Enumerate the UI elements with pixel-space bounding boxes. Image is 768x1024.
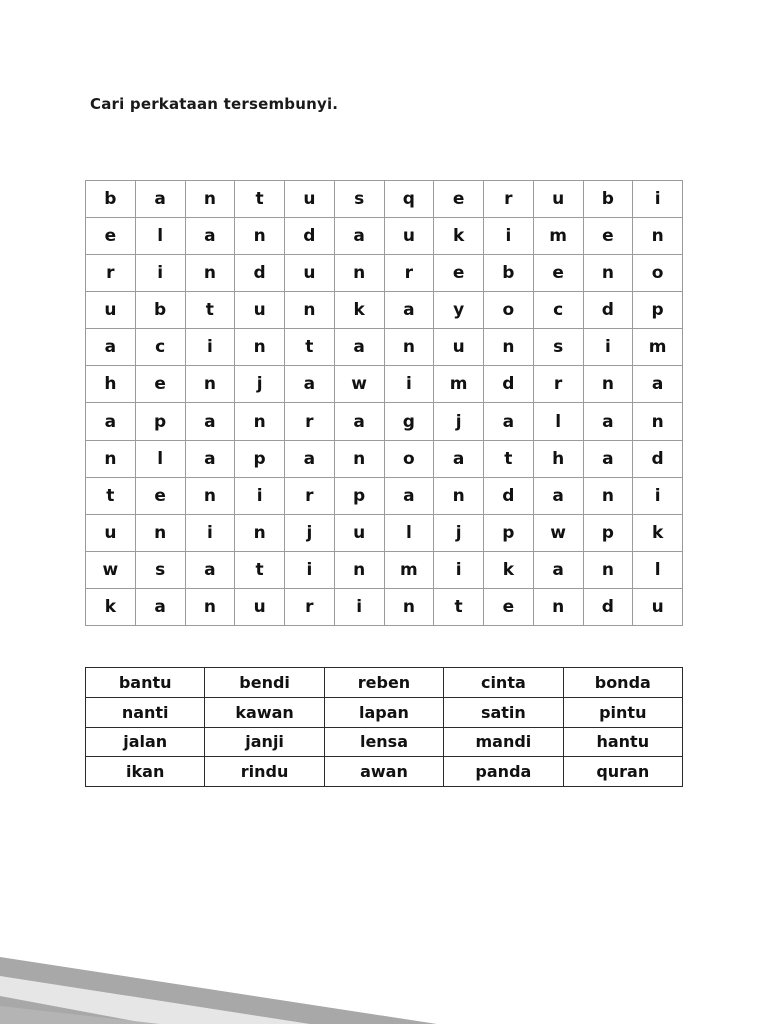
grid-cell: o <box>384 440 434 477</box>
grid-cell: s <box>334 181 384 218</box>
grid-cell: u <box>633 588 683 625</box>
grid-cell: n <box>235 403 285 440</box>
word-list-table <box>85 667 683 787</box>
grid-cell: s <box>533 329 583 366</box>
grid-cell-row <box>86 403 683 440</box>
grid-cell: u <box>285 181 335 218</box>
grid-cell: p <box>583 514 633 551</box>
grid-cell: u <box>86 514 136 551</box>
word-cell: nanti <box>86 697 205 727</box>
word-list-body <box>86 668 683 787</box>
grid-cell: n <box>583 366 633 403</box>
grid-cell: e <box>86 218 136 255</box>
grid-cell: d <box>484 477 534 514</box>
grid-cell: c <box>135 329 185 366</box>
grid-cell: n <box>334 255 384 292</box>
grid-cell: m <box>434 366 484 403</box>
grid-cell: n <box>583 477 633 514</box>
grid-cell: a <box>285 366 335 403</box>
grid-cell: p <box>484 514 534 551</box>
grid-cell: d <box>583 292 633 329</box>
grid-cell: a <box>135 588 185 625</box>
grid-cell: i <box>484 218 534 255</box>
grid-cell: i <box>185 514 235 551</box>
grid-cell: n <box>583 551 633 588</box>
grid-cell: w <box>334 366 384 403</box>
grid-cell: u <box>235 588 285 625</box>
grid-cell-row <box>86 218 683 255</box>
grid-cell: j <box>285 514 335 551</box>
grid-cell: u <box>334 514 384 551</box>
grid-cell: o <box>484 292 534 329</box>
grid-cell: u <box>235 292 285 329</box>
word-cell: satin <box>444 697 563 727</box>
grid-cell: b <box>583 181 633 218</box>
grid-cell: a <box>583 440 633 477</box>
grid-cell: i <box>384 366 434 403</box>
grid-cell: n <box>235 514 285 551</box>
grid-cell: u <box>384 218 434 255</box>
grid-cell: m <box>384 551 434 588</box>
grid-cell: n <box>185 181 235 218</box>
grid-cell: a <box>583 403 633 440</box>
grid-cell: a <box>533 477 583 514</box>
word-cell: hantu <box>563 727 682 757</box>
grid-cell: n <box>633 218 683 255</box>
grid-cell: t <box>484 440 534 477</box>
word-cell: janji <box>205 727 324 757</box>
word-cell: quran <box>563 757 682 787</box>
grid-cell: i <box>334 588 384 625</box>
grid-cell: a <box>533 551 583 588</box>
grid-cell: t <box>434 588 484 625</box>
grid-cell: k <box>86 588 136 625</box>
grid-cell: k <box>334 292 384 329</box>
grid-cell: p <box>235 440 285 477</box>
grid-cell: b <box>86 181 136 218</box>
grid-cell: h <box>533 440 583 477</box>
grid-cell: w <box>86 551 136 588</box>
grid-cell: r <box>384 255 434 292</box>
grid-cell: i <box>434 551 484 588</box>
grid-cell: j <box>434 403 484 440</box>
grid-cell-row <box>86 551 683 588</box>
grid-cell: e <box>583 218 633 255</box>
grid-cell: u <box>285 255 335 292</box>
word-cell-row <box>86 727 683 757</box>
grid-cell: o <box>633 255 683 292</box>
grid-cell-row <box>86 292 683 329</box>
grid-cell: a <box>135 181 185 218</box>
word-cell: jalan <box>86 727 205 757</box>
grid-cell: m <box>533 218 583 255</box>
grid-cell: i <box>135 255 185 292</box>
grid-cell: a <box>185 218 235 255</box>
grid-cell: n <box>185 255 235 292</box>
grid-cell: n <box>235 218 285 255</box>
page-title: Cari perkataan tersembunyi. <box>90 95 339 113</box>
grid-cell: n <box>484 329 534 366</box>
grid-cell: d <box>484 366 534 403</box>
grid-cell: r <box>285 588 335 625</box>
grid-cell: c <box>533 292 583 329</box>
grid-cell: j <box>235 366 285 403</box>
grid-cell: r <box>285 477 335 514</box>
grid-cell: r <box>533 366 583 403</box>
grid-cell: e <box>135 366 185 403</box>
grid-cell: p <box>135 403 185 440</box>
grid-cell: p <box>633 292 683 329</box>
grid-cell: n <box>86 440 136 477</box>
word-cell: bonda <box>563 668 682 698</box>
grid-cell: e <box>533 255 583 292</box>
grid-cell: n <box>384 329 434 366</box>
grid-cell: a <box>384 292 434 329</box>
grid-cell: t <box>86 477 136 514</box>
grid-cell: s <box>135 551 185 588</box>
grid-cell-row <box>86 366 683 403</box>
grid-cell: b <box>484 255 534 292</box>
grid-cell-row <box>86 255 683 292</box>
grid-cell: a <box>334 218 384 255</box>
grid-cell: a <box>434 440 484 477</box>
word-cell: panda <box>444 757 563 787</box>
grid-cell: n <box>334 440 384 477</box>
grid-cell: n <box>384 588 434 625</box>
grid-cell: l <box>135 218 185 255</box>
word-cell: bantu <box>86 668 205 698</box>
grid-cell: a <box>484 403 534 440</box>
grid-cell: n <box>633 403 683 440</box>
grid-cell: n <box>533 588 583 625</box>
page-edge-artifact <box>0 954 445 1024</box>
grid-cell: i <box>235 477 285 514</box>
word-cell: bendi <box>205 668 324 698</box>
grid-cell: t <box>235 181 285 218</box>
grid-cell: n <box>285 292 335 329</box>
grid-cell-row <box>86 514 683 551</box>
grid-cell: m <box>633 329 683 366</box>
grid-cell: d <box>235 255 285 292</box>
grid-cell: n <box>135 514 185 551</box>
word-cell: cinta <box>444 668 563 698</box>
grid-cell: q <box>384 181 434 218</box>
grid-cell: k <box>484 551 534 588</box>
word-cell: lensa <box>324 727 443 757</box>
grid-cell: j <box>434 514 484 551</box>
grid-cell: k <box>434 218 484 255</box>
grid-cell: t <box>285 329 335 366</box>
grid-cell: a <box>86 403 136 440</box>
grid-cell: i <box>633 477 683 514</box>
grid-cell: i <box>633 181 683 218</box>
word-cell: rindu <box>205 757 324 787</box>
grid-cell: r <box>86 255 136 292</box>
word-cell: mandi <box>444 727 563 757</box>
grid-cell: a <box>185 403 235 440</box>
grid-cell-row <box>86 329 683 366</box>
grid-cell: u <box>434 329 484 366</box>
grid-cell: l <box>633 551 683 588</box>
grid-cell: h <box>86 366 136 403</box>
grid-cell: a <box>185 440 235 477</box>
grid-cell: n <box>334 551 384 588</box>
grid-cell: b <box>135 292 185 329</box>
word-cell-row <box>86 697 683 727</box>
grid-cell: i <box>583 329 633 366</box>
grid-cell: l <box>135 440 185 477</box>
grid-cell: t <box>185 292 235 329</box>
grid-cell: n <box>185 366 235 403</box>
grid-cell: t <box>235 551 285 588</box>
grid-cell: k <box>633 514 683 551</box>
grid-cell: e <box>434 255 484 292</box>
word-cell-row <box>86 757 683 787</box>
grid-cell: r <box>484 181 534 218</box>
grid-cell-row <box>86 440 683 477</box>
grid-cell: a <box>334 329 384 366</box>
grid-cell: d <box>285 218 335 255</box>
grid-cell: d <box>633 440 683 477</box>
word-cell: reben <box>324 668 443 698</box>
grid-cell: i <box>185 329 235 366</box>
grid-cell-row <box>86 181 683 218</box>
grid-cell: g <box>384 403 434 440</box>
grid-cell: l <box>533 403 583 440</box>
word-cell: awan <box>324 757 443 787</box>
grid-cell: a <box>633 366 683 403</box>
word-cell: pintu <box>563 697 682 727</box>
grid-cell: u <box>86 292 136 329</box>
grid-cell: r <box>285 403 335 440</box>
grid-cell: p <box>334 477 384 514</box>
grid-cell: y <box>434 292 484 329</box>
grid-cell: a <box>86 329 136 366</box>
grid-cell: n <box>185 477 235 514</box>
word-cell: lapan <box>324 697 443 727</box>
word-search-grid-body <box>86 181 683 626</box>
grid-cell: e <box>434 181 484 218</box>
grid-cell: n <box>434 477 484 514</box>
grid-cell: a <box>285 440 335 477</box>
word-search-grid <box>85 180 683 626</box>
grid-cell: u <box>533 181 583 218</box>
grid-cell: e <box>135 477 185 514</box>
word-cell: ikan <box>86 757 205 787</box>
grid-cell-row <box>86 477 683 514</box>
grid-cell: d <box>583 588 633 625</box>
grid-cell: n <box>235 329 285 366</box>
grid-cell: a <box>185 551 235 588</box>
word-cell: kawan <box>205 697 324 727</box>
grid-cell: l <box>384 514 434 551</box>
grid-cell: n <box>583 255 633 292</box>
grid-cell-row <box>86 588 683 625</box>
grid-cell: a <box>384 477 434 514</box>
grid-cell: n <box>185 588 235 625</box>
grid-cell: i <box>285 551 335 588</box>
word-cell-row <box>86 668 683 698</box>
grid-cell: w <box>533 514 583 551</box>
grid-cell: e <box>484 588 534 625</box>
grid-cell: a <box>334 403 384 440</box>
